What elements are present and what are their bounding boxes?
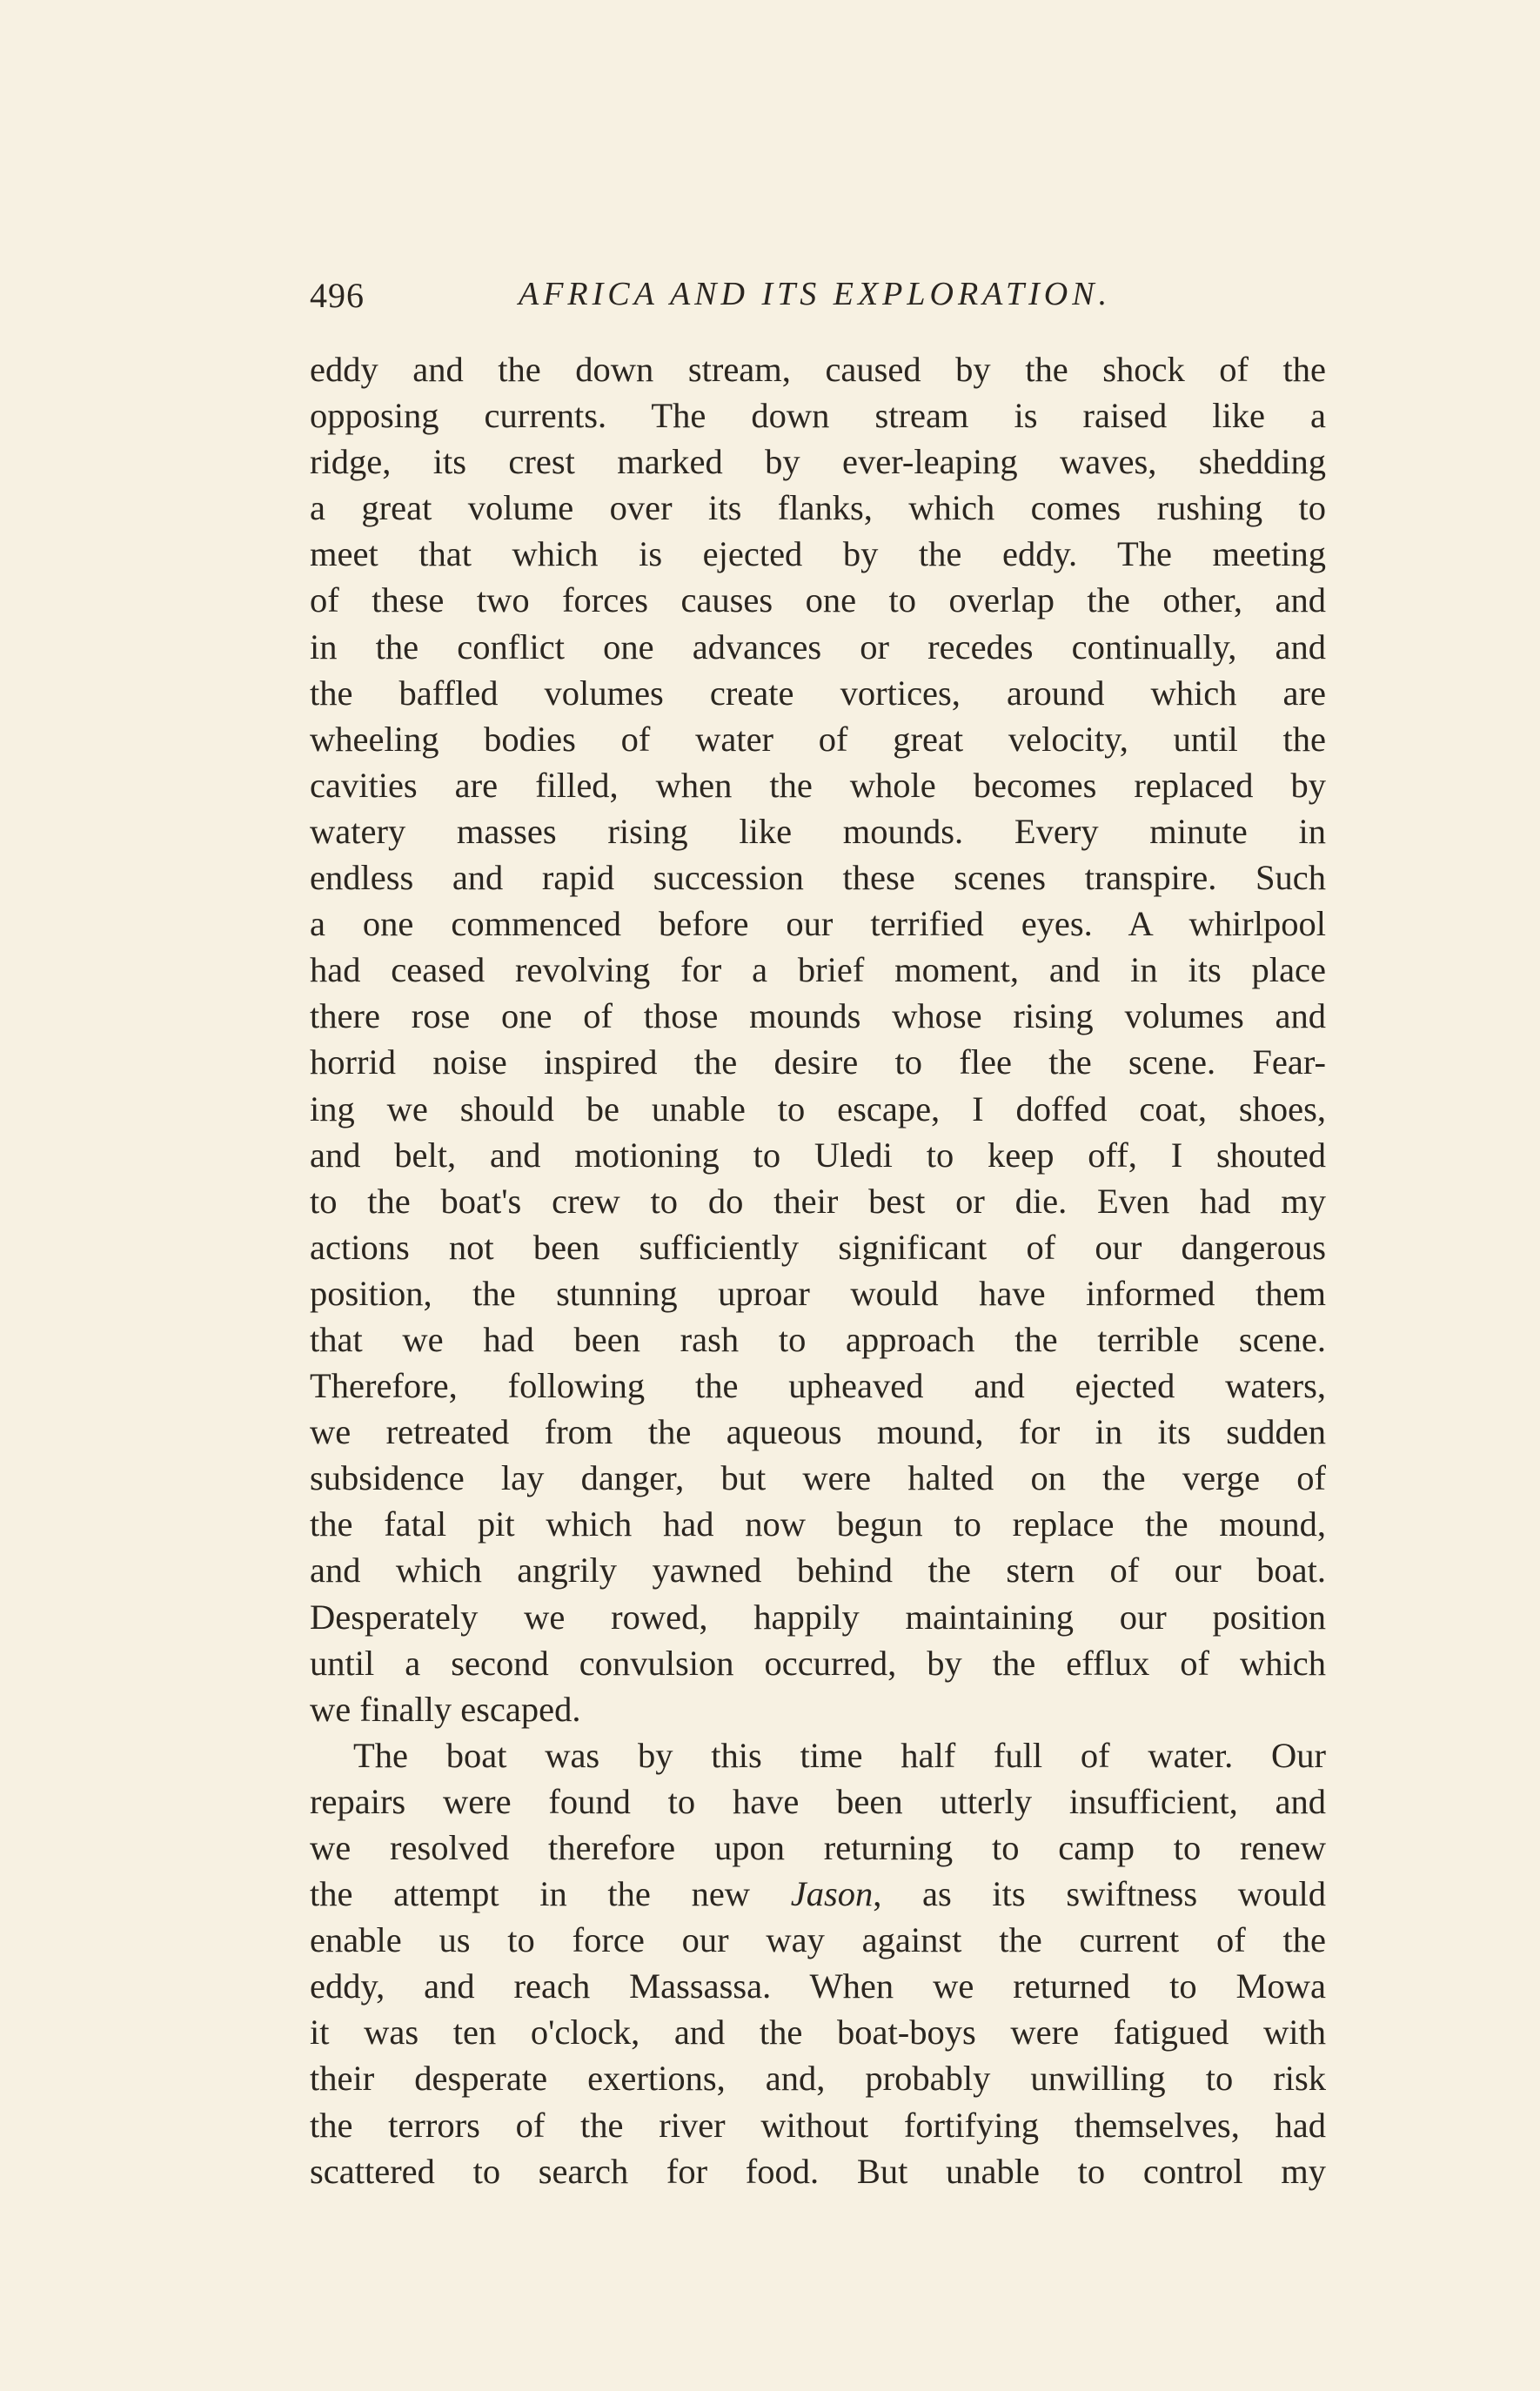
text-line: the fatal pit which had now begun to replace the mound,	[310, 1504, 1326, 1544]
text-line-with-italic	[310, 1871, 1326, 1917]
text-line: and which angrily yawned behind the stern of our boat.	[310, 1550, 1326, 1591]
text-line: there rose one of those mounds whose rising volumes and	[310, 996, 1326, 1036]
text-line: position, the stunning uproar would have informed them	[310, 1273, 1326, 1313]
text-line: we resolved therefore upon returning to camp to renew	[310, 1828, 1326, 1867]
text-line: horrid noise inspired the desire to flee the scene. Fear-	[310, 1042, 1326, 1082]
text-line: Therefore, following the upheaved and ejected waters,	[310, 1366, 1326, 1406]
text-line: endless and rapid succession these scenes transpire. Such	[310, 858, 1326, 898]
text-line: a great volume over its flanks, which comes rushing to	[310, 488, 1326, 528]
text-line: eddy, and reach Massassa. When we returned to Mowa	[310, 1966, 1326, 2006]
text-line: ridge, its crest marked by ever-leaping waves, shedding	[310, 442, 1326, 482]
text-segment: , as its swiftness would	[873, 1874, 1326, 1914]
body-text	[310, 346, 1326, 2194]
text-line: had ceased revolving for a brief moment, and in its place	[310, 950, 1326, 990]
text-line: ing we should be unable to escape, I doffed coat, shoes,	[310, 1088, 1326, 1129]
text-line: cavities are filled, when the whole becomes replaced by	[310, 765, 1326, 805]
paragraph-2	[310, 1732, 1326, 2194]
text-line: that we had been rash to approach the terrible scene.	[310, 1319, 1326, 1359]
text-line: watery masses rising like mounds. Every minute in	[310, 811, 1326, 851]
text-line: their desperate exertions, and, probably unwilling to risk	[310, 2059, 1326, 2099]
text-line: we retreated from the aqueous mound, for in its sudden	[310, 1412, 1326, 1452]
running-head: AFRICA AND ITS EXPLORATION.	[519, 276, 1112, 312]
text-line: to the boat's crew to do their best or die. Even had my	[310, 1181, 1326, 1221]
text-line: enable us to force our way against the current of the	[310, 1920, 1326, 1960]
text-line: it was ten o'clock, and the boat-boys were fatigued with	[310, 2013, 1326, 2053]
text-line: opposing currents. The down stream is raised like a	[310, 396, 1326, 436]
text-line: a one commenced before our terrified eyes. A whirlpool	[310, 904, 1326, 944]
page-header	[310, 275, 1326, 327]
text-line: the terrors of the river without fortifying themselves, had	[310, 2105, 1326, 2145]
text-line: Desperately we rowed, happily maintaining our position	[310, 1597, 1326, 1637]
text-line: we finally escaped.	[310, 1689, 581, 1729]
text-line: actions not been sufficiently significant of our dangerous	[310, 1227, 1326, 1267]
text-line: of these two forces causes one to overlap the other, and	[310, 580, 1326, 620]
text-line: and belt, and motioning to Uledi to keep off, I shouted	[310, 1135, 1326, 1175]
text-segment: the attempt in the new	[310, 1874, 791, 1914]
text-line: scattered to search for food. But unable to control my	[310, 2151, 1326, 2191]
text-line: until a second convulsion occurred, by the efflux of which	[310, 1643, 1326, 1683]
page-number: 496	[310, 276, 365, 315]
text-line: eddy and the down stream, caused by the shock of the	[310, 350, 1326, 389]
text-line: The boat was by this time half full of water. Our	[353, 1735, 1326, 1775]
text-line: meet that which is ejected by the eddy. The meeting	[310, 534, 1326, 574]
text-line: the baffled volumes create vortices, around which are	[310, 673, 1326, 713]
text-line: in the conflict one advances or recedes continually, and	[310, 626, 1326, 666]
ship-name-italic: Jason	[790, 1874, 874, 1914]
text-line: wheeling bodies of water of great velocity, until the	[310, 719, 1326, 759]
text-line: repairs were found to have been utterly insufficient, and	[310, 1781, 1326, 1821]
paragraph-1	[310, 346, 1326, 1732]
text-line: subsidence lay danger, but were halted on the verge of	[310, 1458, 1326, 1498]
